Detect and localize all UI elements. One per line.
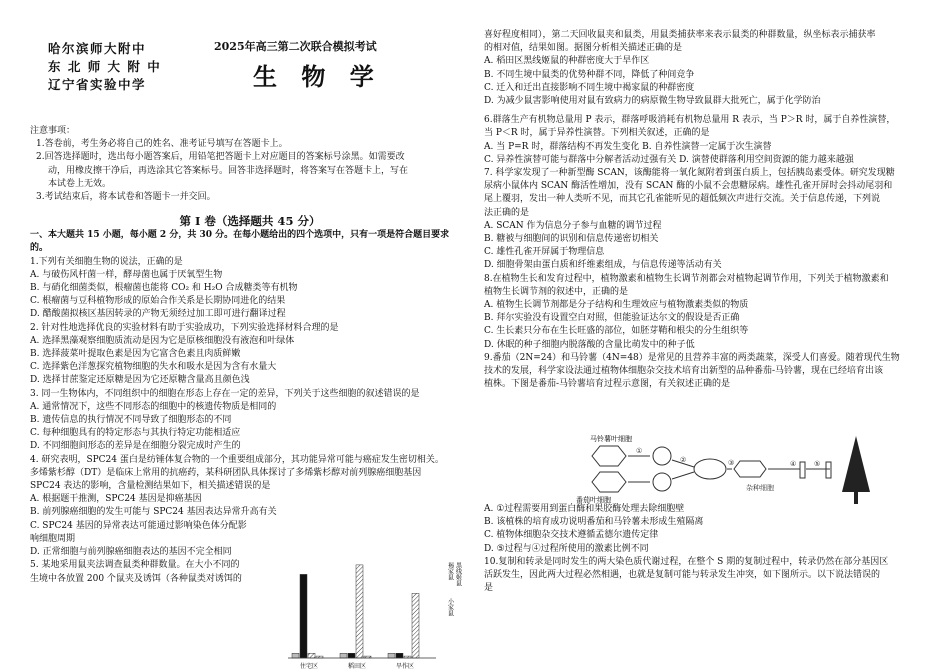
legend-entry: 小家鼠 (446, 598, 454, 616)
question-line: 2. 针对性地选择优良的实验材料有助于实验成功，下列实验选择材料合理的是 (30, 322, 339, 333)
school-names (48, 40, 161, 94)
tomato-protoplast (653, 473, 671, 491)
question-line: D. 不同细胞间形态的差异是在细胞分裂完成时产生的 (30, 441, 241, 452)
potato-cell (592, 446, 626, 466)
question-line: 植物生长调节剂的叙述中，正确的是 (484, 286, 629, 297)
question-line: D. 正常细胞与前列腺癌细胞表达的基因不完全相同 (30, 547, 232, 558)
chart-legend (447, 561, 462, 617)
right-question-lines-lower (484, 503, 924, 595)
fused-protoplast (694, 459, 726, 479)
x-tick-label: 住宅区 (300, 663, 319, 670)
right-column (484, 29, 924, 391)
hybrid-label: 杂种细胞 (746, 484, 774, 492)
question-line: B. 糖被与细胞间的识别和信息传递密切相关 (484, 234, 659, 245)
legend-entry: 黑线姬鼠 (454, 562, 462, 586)
x-tick-label: 旱作区 (396, 663, 415, 670)
chart-bar (396, 653, 403, 658)
question-line: B. 与硝化细菌类似，根瘤菌也能将 CO₂ 和 H₂O 合成糖类等有机物 (30, 283, 298, 294)
question-line: B. 遗传信息的执行情况不同导致了细胞形态的不同 (30, 415, 232, 426)
question-line: D. 为减少鼠害影响使用对鼠有致病力的病原微生物导致鼠群大批死亡，属于化学防治 (484, 96, 821, 107)
question-line: 技术的发展，科学家设法通过植物体细胞杂交技术培育出新型的品种番茄-马铃薯，现在已经培育出该 (484, 366, 884, 377)
rodent-capture-chart (256, 550, 462, 671)
question-line: C. 生长素只分布在生长旺盛的部位，如胚芽鞘和根尖的分生组织等 (484, 326, 749, 337)
right-column-lower (484, 503, 924, 595)
question-line: 5. 某地采用鼠夹法调查鼠类种群数量。在大小不同的 (30, 560, 240, 571)
question-line: D. 醋酸菌拟核区基因转录的产物无须经过加工即可进行翻译过程 (30, 309, 286, 320)
step-label: ③ (728, 459, 735, 467)
question-line: 7. 科学家发现了一种新型酶 SCAN，该酶能将一氧化氮附着到蛋白质上，包括胰岛素受体。研究发现糖 (484, 168, 895, 179)
question-line: A. ①过程需要用到蛋白酶和果胶酶处理去除细胞壁 (484, 504, 685, 514)
chart-bar (412, 593, 419, 658)
question-line: SPC24 表达的影响，含量检测结果如下，相关描述错误的是 (30, 481, 271, 492)
question-line: B. 选择菠菜叶提取色素是因为它富含色素且肉质鲜嫩 (30, 349, 241, 360)
question-line: 6.群落生产有机物总量用 P 表示，群落呼吸消耗有机物总量用 R 表示，当 P＞R 时，属于自养性演替， (484, 115, 896, 126)
question-line: 3. 同一生物体内，不同组织中的细胞在形态上存在一定的差异，下列关于这些细胞的叙述错误的是 (30, 388, 420, 399)
notice-item: 2.回答选择题时，选出每小题答案后，用铅笔把答题卡上对应题目的答案标号涂黑。如需要改 (36, 152, 405, 163)
step-label: ① (636, 447, 643, 455)
chart-bar (300, 574, 307, 658)
question-line: D. 选择甘蔗鉴定还原糖是因为它还原糖含量高且颜色浅 (30, 375, 250, 386)
left-question-lines (30, 256, 470, 586)
subject-title: 生 物 学 (253, 62, 382, 91)
section-instruction: 的。 (30, 243, 49, 254)
hybridization-figure (570, 432, 870, 506)
chart-bar (388, 653, 395, 658)
question-line: D. 休眠的种子细胞内脱落酸的含量比萌发中的种子低 (484, 339, 695, 350)
tree-icon (842, 436, 870, 504)
question-line: C. 异养性演替可能与群落中分解者活动过强有关 D. 演替使群落利用空间资源的能力越来越强 (484, 154, 854, 165)
hybrid-cell (734, 461, 766, 477)
chart-bar (292, 653, 299, 658)
question-line: 9.番茄（2N=24）和马铃薯（4N=48）是常见的且营养丰富的两类蔬菜，深受人们喜爱。随着现代生物 (484, 352, 900, 363)
exam-title: 2025年高三第二次联合模拟考试 (214, 40, 377, 53)
chart-bar (356, 565, 363, 658)
step-label: ④ (790, 460, 797, 468)
question-line: A. 稻田区黑线姬鼠的种群密度大于旱作区 (484, 56, 650, 67)
question-line: 响细胞周期 (30, 533, 76, 544)
tomato-cell (592, 472, 626, 492)
step-label: ⑤ (814, 460, 821, 468)
chart-bar (348, 653, 355, 658)
right-question-lines (484, 29, 924, 391)
question-line: A. 与破伤风杆菌一样，酵母菌也属于厌氧型生物 (30, 269, 223, 280)
question-line: B. 不同生境中鼠类的优势种群不同，降低了种间竞争 (484, 69, 695, 80)
potato-protoplast (653, 447, 671, 465)
question-line: C. 迁入和迁出直接影响不同生境中褐家鼠的种群密度 (484, 82, 695, 93)
culture-tube (800, 462, 805, 478)
question-line: 喜好程度相同），第二天回收鼠夹和鼠类，用鼠类捕获率来表示鼠类的种群数量，纵坐标表示捕获率 (484, 30, 876, 40)
question-line: C. 根瘤菌与豆科植物形成的原始合作关系是长期协同进化的结果 (30, 296, 286, 307)
question-line: 生境中各放置 200 个鼠夹及诱饵（各种鼠类对诱饵的 (30, 573, 242, 584)
tomato-label: 番茄叶细胞 (576, 496, 611, 504)
question-line: C. 植物体细胞杂交技术遵循孟德尔遗传定律 (484, 530, 659, 541)
part-title: 第 I 卷（选择题共 45 分） (179, 214, 321, 229)
question-line: 法正确的是 (484, 207, 530, 218)
question-line: A. 植物生长调节剂都是分子结构和生理效应与植物激素类似的物质 (484, 300, 749, 311)
question-line: C. 选择紫色洋葱探究植物细胞的失水和吸水是因为含有水量大 (30, 362, 277, 373)
notice-block (30, 125, 470, 586)
chart-bar (340, 653, 347, 658)
chart-bar (308, 653, 315, 658)
question-line: A. SCAN 作为信息分子参与血糖的调节过程 (484, 220, 662, 231)
question-line: 的相对值，结果如图。据图分析相关描述正确的是 (484, 43, 683, 54)
question-line: B. 拜尔实验没有设置空白对照，但能验证达尔文的假设是否正确 (484, 313, 740, 324)
school-name: 辽宁省实验中学 (48, 77, 147, 92)
chart-bars (292, 565, 419, 658)
school-name: 哈尔滨师大附中 (48, 41, 147, 56)
question-line: D. 细胞骨架由蛋白质和纤维素组成，与信息传递等活动有关 (484, 260, 722, 271)
question-line: 是 (484, 583, 494, 594)
notice-item: 动，用橡皮擦干净后，再选涂其它答案标号。回答非选择题时，将答案写在答题卡上，写在 (48, 165, 409, 176)
school-name: 东 北 师 大 附 中 (48, 59, 162, 74)
question-line: A. 当 P=R 时，群落结构不再发生变化 B. 自养性演替一定属于次生演替 (484, 141, 772, 152)
question-line: 尾上覆羽，发出一种人类听不见，而其它孔雀能听见的超低频次声进行交流。关于信息传递，下列说 (484, 194, 881, 205)
question-line: A. 根据题干推测，SPC24 基因是抑癌基因 (30, 494, 202, 505)
question-line: A. 选择黑藻观察细胞质流动是因为它是原核细胞没有液泡和叶绿体 (30, 335, 295, 346)
question-line: 当 P＜R 时，属于异养性演替。下列相关叙述，正确的是 (484, 128, 710, 139)
question-line: B. 该植株的培育成功说明番茄和马铃薯未形成生殖隔离 (484, 517, 704, 528)
x-tick-label: 稻田区 (348, 663, 367, 670)
question-line: D. ⑤过程与④过程所使用的激素比例不同 (484, 543, 649, 554)
notice-title: 注意事项： (30, 126, 76, 136)
question-line: C. 雄性孔雀开屏属于物理信息 (484, 247, 605, 258)
question-line: C. SPC24 基因的异常表达可能通过影响染色体分配影 (30, 520, 247, 531)
question-line: 植株。下图是番茄-马铃薯培育过程示意图，有关叙述正确的是 (484, 379, 731, 390)
question-line: 4. 研究表明，SPC24 蛋白是纺锤体复合物的一个重要组成部分，其功能异常可能与癌症发生密切相关。 (30, 454, 444, 465)
x-tick-labels (300, 662, 414, 670)
potato-label: 马铃薯叶细胞 (590, 435, 632, 443)
question-line: 10.复制和转录是同时发生的两大染色质代谢过程，在整个 S 期的复制过程中，转录仍然在部分基因区 (484, 556, 889, 567)
notice-item: 1.答卷前，考生务必将自己的姓名、准考证号填写在答题卡上。 (36, 139, 288, 150)
section-instruction: 一、本大题共 15 小题，每小题 2 分，共 30 分。在每小题给出的四个选项中，只有一项是符合题目要求 (30, 230, 450, 241)
question-line: C. 每种细胞具有的特定形态与其执行特定功能相适应 (30, 428, 241, 439)
exam-header (48, 40, 468, 120)
question-line: 8.在植物生长和发育过程中，植物激素和植物生长调节剂都会对植物起调节作用，下列关于植物激素和 (484, 273, 889, 284)
question-line: 尿病小鼠体内 SCAN 酶活性增加，没有 SCAN 酶的小鼠不会患糖尿病。雄性孔雀开屏时会抖动尾羽和 (484, 181, 893, 192)
question-line: 活跃发生，因此两大过程必然相遇，也就是复制可能与转录发生冲突，如下图所示。以下说法错误的 (484, 570, 881, 581)
question-line: 多烯紫杉醇（DT）是临床上常用的抗癌药，某科研团队具体探讨了多烯紫杉醇对前列腺癌细胞基因 (30, 467, 422, 478)
culture-tube (826, 462, 831, 478)
legend-entry: 褐家鼠 (446, 562, 454, 580)
step-label: ② (680, 456, 687, 464)
question-line: B. 前列腺癌细胞的发生可能与 SPC24 基因表达异常升高有关 (30, 507, 277, 518)
question-line: 1.下列有关细胞生物的说法，正确的是 (30, 256, 183, 267)
notice-item: 3.考试结束后，将本试卷和答题卡一并交回。 (36, 192, 216, 203)
question-line: A. 通常情况下，这些不同形态的细胞中的核遗传物质是相同的 (30, 401, 277, 412)
notice-item: 本试卷上无效。 (48, 178, 112, 189)
